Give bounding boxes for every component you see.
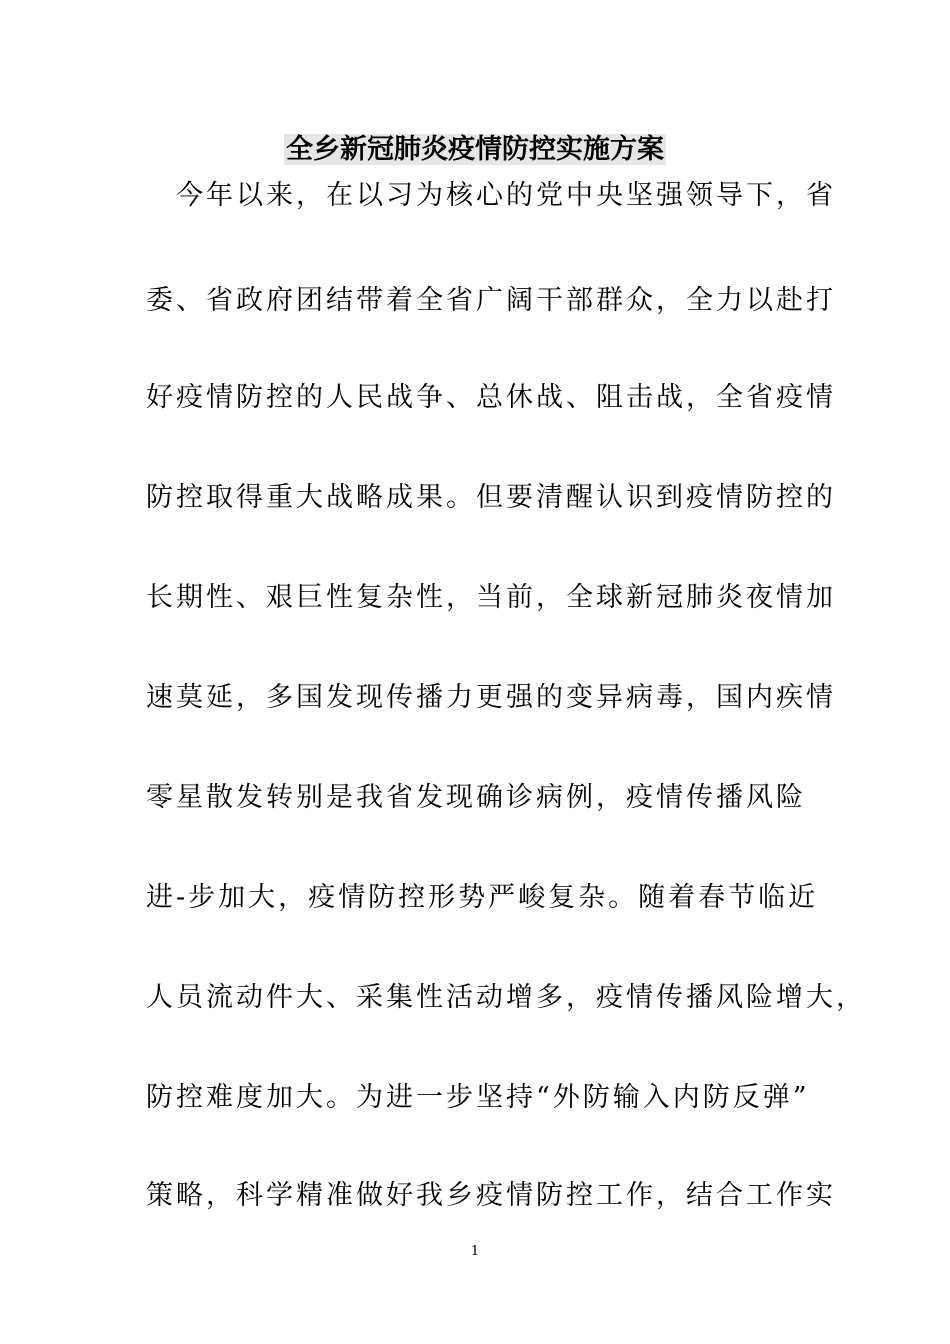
body-line: 速莫延，多国发现传播力更强的变异病毒，国内疾情 (146, 682, 836, 713)
body-line: 好疫情防控的人民战争、总休战、阻击战，全省疫情 (146, 382, 836, 413)
body-line: 零星散发转别是我省发现确诊病例，疫情传播风险 (146, 782, 806, 813)
body-line: 长期性、艰巨性复杂性，当前，全球新冠肺炎夜情加 (146, 582, 836, 613)
body-line: 今年以来，在以习为核心的党中央坚强领导下，省 (146, 180, 836, 211)
body-line: 策略，科学精准做好我乡疫情防控工作，结合工作实 (146, 1180, 836, 1211)
body-line: 防控难度加大。为进一步坚持“外防输入内防反弹” (146, 1082, 810, 1113)
body-line: 防控取得重大战略成果。但要清醒认识到疫情防控的 (146, 482, 836, 513)
document-title (0, 128, 950, 172)
body-line: 人员流动件大、采集性活动增多，疫情传播风险增大， (146, 982, 866, 1013)
body-line: 委、省政府团结带着全省广阔干部群众，全力以赴打 (146, 285, 836, 316)
body-line: 进-步加大，疫情防控形势严峻复杂。随着春节临近 (146, 882, 819, 913)
document-title-text: 全乡新冠肺炎疫情防控实施方案 (286, 134, 664, 165)
page-number: 1 (470, 1244, 480, 1259)
